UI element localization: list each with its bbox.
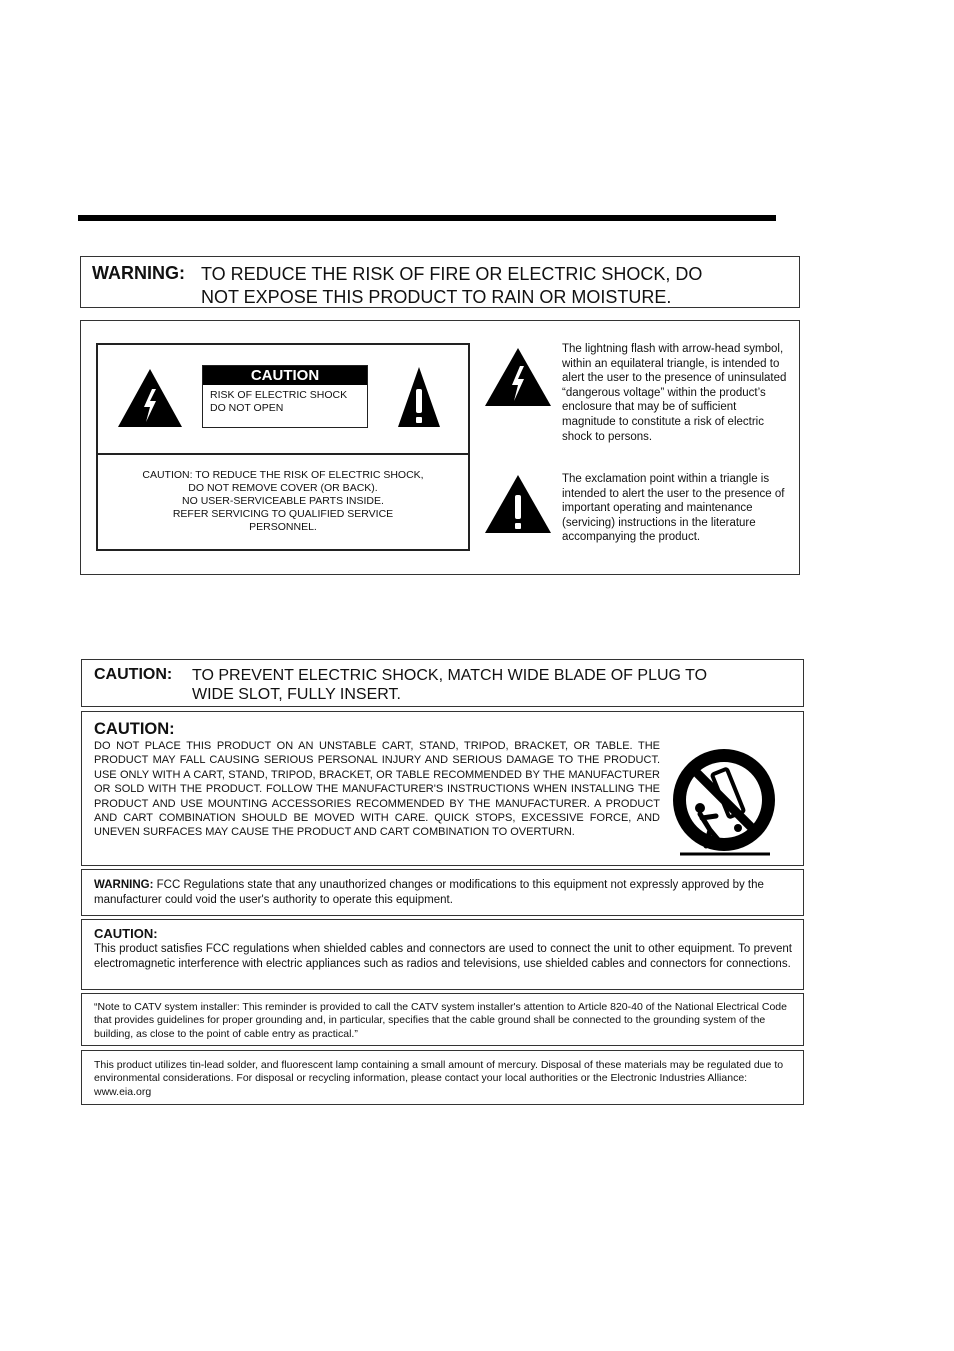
- disposal-note-text: This product utilizes tin-lead solder, and fluorescent lamp containing a small amount of mercury. Disposal of these materials may be regulated due to environmental considerations. For disposal or recycling information, please contact your local authorities or the Electronic Industries Alliance: www.eia.org: [94, 1059, 784, 1098]
- warning-label: WARNING:: [92, 263, 185, 283]
- exclamation-triangle-icon: [483, 473, 553, 535]
- warning-line-1: TO REDUCE THE RISK OF FIRE OR ELECTRIC SHOCK, DO: [201, 264, 703, 284]
- shield-caution-text: This product satisfies FCC regulations when shielded cables and connectors are used to connect the unit to other equipment. To prevent electromagnetic interference with electric appliances such as radios and televisions, use shielded cables and connectors for connections.: [94, 943, 792, 970]
- no-cart-tipping-icon: [666, 746, 782, 860]
- shielded-cable-caution: [81, 919, 804, 990]
- lightning-explanation: The lightning flash with arrow-head symbol, within an equilateral triangle, is intended to alert the user to the presence of uninsulated “dangerous voltage” within the product’s enclosure that may be of sufficient magnitude to constitute a risk of electric shock to persons.: [562, 343, 787, 443]
- exclamation-explanation: The exclamation point within a triangle is intended to alert the user to the presence of important operating and maintenance (servicing) instructions in the literature accompanying the product.: [562, 473, 785, 544]
- warning-text: [201, 263, 791, 309]
- safety-symbols-panel: [80, 320, 800, 575]
- fcc-warning-body: FCC Regulations state that any unauthorized changes or modifications to this equipment not expressly approved by the manufacturer could void the user's authority to operate this equipment.: [94, 879, 764, 906]
- fcc-warning-label: WARNING:: [94, 879, 154, 891]
- fcc-warning: [81, 869, 804, 916]
- cart-caution-title: CAUTION:: [94, 720, 175, 738]
- caution-lower-text: [98, 469, 468, 534]
- caution-plate-text: [203, 385, 367, 415]
- caution-label-diagram: [96, 343, 470, 551]
- caution-lower-line-1: CAUTION: TO REDUCE THE RISK OF ELECTRIC SHOCK,: [142, 469, 424, 481]
- shield-caution-title: CAUTION:: [94, 926, 158, 941]
- plug-caution-line-2: WIDE SLOT, FULLY INSERT.: [192, 686, 401, 703]
- catv-installer-note: [81, 993, 804, 1046]
- caution-lower-line-2: DO NOT REMOVE COVER (OR BACK).: [188, 482, 378, 494]
- lightning-triangle-icon: [116, 367, 184, 429]
- warning-line-2: NOT EXPOSE THIS PRODUCT TO RAIN OR MOISTURE.: [201, 287, 672, 307]
- lightning-triangle-icon: [483, 346, 553, 408]
- plug-caution-label: CAUTION:: [94, 666, 173, 683]
- caution-plate-line-2: DO NOT OPEN: [210, 402, 284, 414]
- caution-lower-line-3: NO USER-SERVICEABLE PARTS INSIDE.: [182, 495, 384, 507]
- catv-note-text: “Note to CATV system installer: This reminder is provided to call the CATV system installer's attention to Article 820-40 of the National Electrical Code that provides guidelines for proper grounding and, in particular, specifies that the cable ground shall be connected to the grounding system of the building, as close to the point of cable entry as practical.”: [94, 1001, 787, 1040]
- exclamation-triangle-icon: [396, 365, 442, 429]
- caution-header: CAUTION: [203, 366, 367, 385]
- plug-caution-text: [192, 666, 792, 704]
- disposal-note: [81, 1050, 804, 1105]
- label-divider: [98, 453, 468, 455]
- caution-lower-line-4: REFER SERVICING TO QUALIFIED SERVICE: [172, 508, 394, 520]
- caution-plate-line-1: RISK OF ELECTRIC SHOCK: [210, 389, 348, 401]
- top-rule: [78, 215, 776, 221]
- caution-lower-line-5: PERSONNEL.: [249, 521, 317, 533]
- cart-caution: [81, 711, 804, 866]
- fcc-warning-text: [94, 878, 794, 907]
- cart-caution-text: DO NOT PLACE THIS PRODUCT ON AN UNSTABLE CART, STAND, TRIPOD, BRACKET, OR TABLE. THE PRODUCT MAY FALL CAUSING SERIOUS PERSONAL INJURY AND SERIOUS DAMAGE TO THE PRODUCT. USE ONLY WITH A CART, STAND, TRIPOD, BRACKET, OR TABLE RECOMMENDED BY THE MANUFACTURER OR SOLD WITH THE PRODUCT. FOLLOW THE MANUFACTURER'S INSTRUCTIONS WHEN INSTALLING THE PRODUCT AND USE MOUNTING ACCESSORIES RECOMMENDED BY THE MANUFACTURER. A PRODUCT AND CART COMBINATION SHOULD BE MOVED WITH CARE. QUICK STOPS, EXCESSIVE FORCE, AND UNEVEN SURFACES MAY CAUSE THE PRODUCT AND CART COMBINATION TO OVERTURN.: [94, 740, 660, 839]
- rain-moisture-warning: [80, 256, 800, 308]
- plug-caution-line-1: TO PREVENT ELECTRIC SHOCK, MATCH WIDE BLADE OF PLUG TO: [192, 667, 708, 684]
- plug-caution: [81, 659, 804, 707]
- caution-plate: [202, 365, 368, 428]
